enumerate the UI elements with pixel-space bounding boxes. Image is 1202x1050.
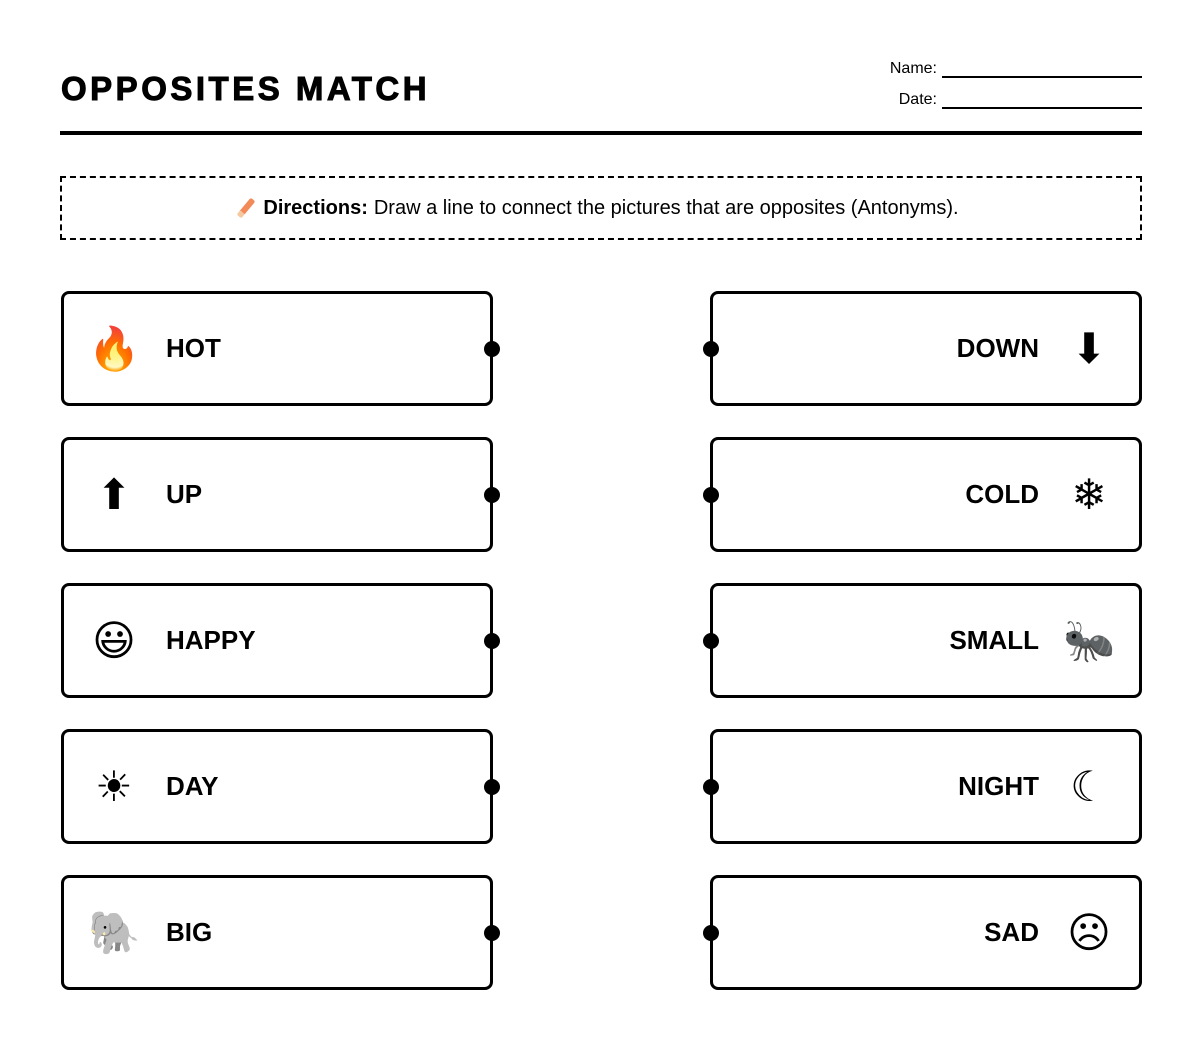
date-field[interactable]	[899, 91, 1142, 109]
connector-dot[interactable]	[703, 633, 719, 649]
card-word: HOT	[166, 333, 221, 363]
connector-dot[interactable]	[484, 925, 500, 941]
name-field[interactable]	[890, 60, 1142, 78]
ant-icon: 🐜	[1063, 615, 1116, 665]
match-card-hot[interactable]	[61, 291, 493, 406]
match-card-small[interactable]	[710, 583, 1142, 698]
card-word: DOWN	[956, 333, 1039, 363]
card-word: BIG	[166, 917, 213, 947]
name-label: Name:	[889, 60, 937, 77]
directions-box	[60, 176, 1142, 240]
match-card-big[interactable]	[61, 875, 493, 990]
connector-dot[interactable]	[484, 487, 500, 503]
fire-icon: 🔥	[88, 323, 141, 373]
sun-icon: ☀	[95, 761, 133, 811]
match-card-day[interactable]	[61, 729, 493, 844]
header-divider	[60, 131, 1142, 135]
snowflake-icon: ❄	[1071, 469, 1107, 519]
connector-dot[interactable]	[484, 633, 500, 649]
match-card-night[interactable]	[710, 729, 1142, 844]
match-card-down[interactable]	[710, 291, 1142, 406]
card-word: SAD	[984, 917, 1039, 947]
down-arrow-icon: ⬇	[1071, 323, 1107, 373]
match-card-cold[interactable]	[710, 437, 1142, 552]
match-card-up[interactable]	[61, 437, 493, 552]
directions-label: Directions:	[263, 196, 368, 219]
crescent-moon-icon: ☾	[1070, 761, 1108, 811]
card-word: UP	[166, 479, 203, 509]
sad-face-icon: ☹	[1067, 907, 1111, 957]
connector-dot[interactable]	[703, 487, 719, 503]
connector-dot[interactable]	[484, 779, 500, 795]
connector-dot[interactable]	[703, 779, 719, 795]
match-card-happy[interactable]	[61, 583, 493, 698]
connector-dot[interactable]	[703, 925, 719, 941]
grinning-face-icon: 😃	[92, 615, 136, 665]
connector-dot[interactable]	[703, 341, 719, 357]
up-arrow-icon: ⬆	[96, 469, 132, 519]
date-line[interactable]	[942, 93, 1142, 109]
match-card-sad[interactable]	[710, 875, 1142, 990]
connector-dot[interactable]	[484, 341, 500, 357]
card-word: SMALL	[949, 625, 1039, 655]
page-title: OPPOSITES MATCH	[61, 70, 431, 107]
pencil-icon	[237, 198, 256, 219]
card-word: HAPPY	[166, 625, 256, 655]
directions-text: Draw a line to connect the pictures that are opposites (Antonyms).	[373, 196, 959, 219]
card-word: NIGHT	[958, 771, 1039, 801]
card-word: DAY	[166, 771, 219, 801]
card-word: COLD	[965, 479, 1039, 509]
date-label: Date:	[898, 91, 937, 108]
name-line[interactable]	[942, 62, 1142, 78]
elephant-icon: 🐘	[88, 907, 141, 957]
